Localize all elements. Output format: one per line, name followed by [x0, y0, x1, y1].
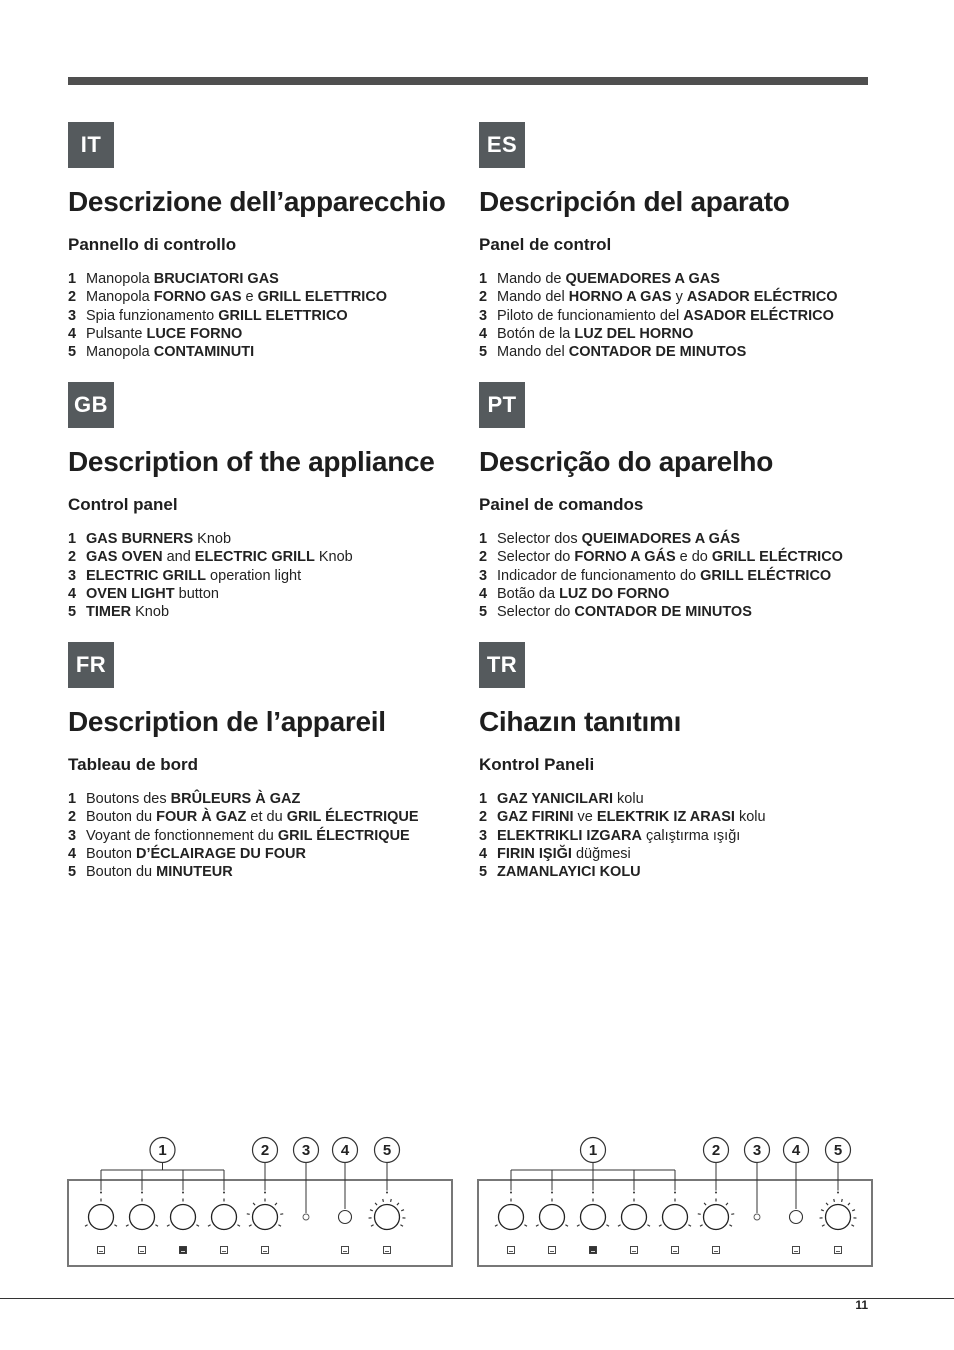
- control-panel-diagram-right: [470, 1130, 880, 1275]
- item-emphasis: GRILL ELETTRICO: [218, 307, 348, 324]
- item-number: 1: [479, 531, 488, 547]
- list-item: [68, 863, 419, 881]
- panel-symbol-icon: [549, 1247, 556, 1254]
- list-item: [68, 343, 387, 361]
- list-item: [479, 863, 766, 881]
- item-number: 3: [479, 827, 488, 844]
- item-text: Botón de la: [497, 325, 575, 342]
- section-fr: [68, 642, 468, 887]
- item-text: Selector do: [497, 604, 575, 621]
- section-title: Description of the appliance: [68, 446, 435, 477]
- knob-tick: [731, 1214, 734, 1215]
- item-emphasis: HORNO A GAS: [568, 289, 672, 306]
- panel-symbol-frame: [221, 1247, 228, 1254]
- item-number: 1: [479, 271, 488, 287]
- item-number: 2: [68, 809, 77, 826]
- item-emphasis: ELEKTRIKLI IZGARA: [497, 827, 642, 844]
- item-number: 4: [68, 585, 77, 602]
- panel-symbol-icon: [139, 1247, 146, 1254]
- panel-symbol-icon: [262, 1247, 269, 1254]
- item-text: Piloto de funcionamiento del: [497, 307, 684, 324]
- knob-body: [171, 1205, 196, 1230]
- section-es: [479, 122, 879, 367]
- item-list: [68, 530, 353, 621]
- control-panel-diagram-left: [60, 1130, 460, 1275]
- knob-marker: [223, 1192, 225, 1194]
- knob-tick: [280, 1214, 283, 1215]
- knob-body: [130, 1205, 155, 1230]
- item-emphasis: GRIL ÉLECTRIQUE: [286, 809, 419, 826]
- list-item: [479, 288, 838, 306]
- item-number: 5: [68, 604, 77, 621]
- panel-symbol-frame: [98, 1247, 105, 1254]
- item-number: 5: [479, 864, 488, 881]
- item-number: 1: [479, 791, 488, 807]
- callout-label: 4: [340, 1142, 350, 1159]
- oven-light-button: [339, 1211, 352, 1224]
- item-number: 3: [479, 567, 488, 584]
- section-title: Descrição do aparelho: [479, 446, 774, 477]
- item-emphasis: ELECTRIC GRILL: [194, 549, 315, 566]
- section-subtitle: Tableau de bord: [68, 755, 199, 774]
- knob-body: [253, 1205, 278, 1230]
- item-number: 2: [479, 809, 488, 826]
- item-list: [479, 270, 838, 361]
- item-emphasis: TIMER: [86, 604, 132, 621]
- callout-2: [253, 1138, 278, 1163]
- item-text: Botão da: [497, 585, 560, 602]
- item-number: 4: [68, 325, 77, 342]
- list-item: [479, 307, 838, 325]
- item-text: Selector do: [497, 549, 575, 566]
- knob-body: [826, 1205, 851, 1230]
- item-text: Manopola: [86, 344, 154, 361]
- list-item: [68, 603, 353, 621]
- item-list: [479, 790, 766, 881]
- item-list: [68, 790, 419, 881]
- section-it: [68, 122, 468, 367]
- item-number: 5: [68, 864, 77, 881]
- callout-label: 3: [301, 1142, 311, 1159]
- item-text: e: [241, 289, 258, 306]
- panel-symbol-icon: [672, 1247, 679, 1254]
- item-number: 1: [68, 531, 77, 547]
- item-emphasis: CONTADOR DE MINUTOS: [568, 344, 747, 361]
- item-text: düğmesi: [571, 845, 631, 862]
- item-list: [479, 530, 843, 621]
- knob-body: [622, 1205, 647, 1230]
- item-text: Selector dos: [497, 531, 582, 547]
- item-text: button: [174, 585, 219, 602]
- item-number: 5: [479, 604, 488, 621]
- knob-marker: [264, 1192, 266, 1194]
- panel-symbol-frame: [835, 1247, 842, 1254]
- section-title: Description de l’appareil: [68, 706, 386, 737]
- list-item: [479, 548, 843, 566]
- item-number: 1: [68, 271, 77, 287]
- callout-label: 5: [382, 1142, 392, 1159]
- item-emphasis: ELECTRIC GRILL: [86, 567, 207, 584]
- panel-symbol-icon: [793, 1247, 800, 1254]
- callout-label: 3: [752, 1142, 762, 1159]
- list-item: [479, 827, 766, 845]
- callout-3: [745, 1138, 770, 1163]
- knob-marker: [182, 1192, 184, 1194]
- section-gb: [68, 382, 468, 627]
- item-text: Indicador de funcionamento do: [497, 567, 701, 584]
- item-number: 2: [479, 549, 488, 566]
- list-item: [479, 790, 766, 808]
- item-emphasis: QUEMADORES A GAS: [565, 271, 720, 287]
- section-subtitle: Control panel: [68, 495, 178, 514]
- list-item: [68, 585, 353, 603]
- item-text: Knob: [131, 604, 170, 621]
- knob-marker: [674, 1192, 676, 1194]
- knob-body: [375, 1205, 400, 1230]
- section-pt: [479, 382, 879, 627]
- list-item: [479, 845, 766, 863]
- item-text: Manopola: [86, 271, 154, 287]
- knob-body: [89, 1205, 114, 1230]
- list-item: [68, 307, 387, 325]
- item-emphasis: FOUR À GAZ: [156, 809, 247, 826]
- item-emphasis: MINUTEUR: [156, 864, 233, 881]
- item-emphasis: LUZ DO FORNO: [559, 585, 670, 602]
- knob-body: [704, 1205, 729, 1230]
- item-number: 2: [68, 289, 77, 306]
- knob-body: [212, 1205, 237, 1230]
- item-emphasis: GRILL ELÉCTRICO: [700, 567, 832, 584]
- panel-symbol-icon: [98, 1247, 105, 1254]
- item-number: 2: [479, 289, 488, 306]
- knob-body: [499, 1205, 524, 1230]
- list-item: [479, 567, 843, 585]
- item-emphasis: GRILL ELÉCTRICO: [711, 549, 843, 566]
- knob-body: [540, 1205, 565, 1230]
- list-item: [68, 270, 387, 288]
- knob-tick: [247, 1214, 250, 1215]
- item-text: Knob: [193, 531, 232, 547]
- item-text: ve: [573, 809, 597, 826]
- item-emphasis: FIRIN IŞIĞI: [497, 845, 572, 862]
- list-item: [68, 808, 419, 826]
- item-text: Bouton du: [86, 864, 157, 881]
- list-item: [68, 845, 419, 863]
- callout-5: [375, 1138, 400, 1163]
- section-title: Cihazın tanıtımı: [479, 706, 682, 737]
- knob-marker: [837, 1192, 839, 1194]
- operation-light: [754, 1214, 760, 1220]
- list-item: [479, 808, 766, 826]
- knob-marker: [551, 1192, 553, 1194]
- knob-tick: [834, 1199, 835, 1202]
- item-number: 5: [479, 344, 488, 361]
- item-emphasis: QUEIMADORES A GÁS: [581, 531, 741, 547]
- item-emphasis: ELEKTRIK IZ ARASI: [596, 809, 735, 826]
- item-emphasis: GAZ YANICILARI: [497, 791, 614, 807]
- knob-tick: [842, 1199, 843, 1202]
- item-number: 3: [68, 567, 77, 584]
- item-emphasis: GRILL ELETTRICO: [257, 289, 388, 306]
- list-item: [68, 790, 419, 808]
- list-item: [479, 585, 843, 603]
- knob-marker: [100, 1192, 102, 1194]
- panel-symbol-frame: [672, 1247, 679, 1254]
- list-item: [68, 530, 353, 548]
- callout-1: [150, 1138, 175, 1163]
- item-emphasis: D’ÉCLAIRAGE DU FOUR: [136, 845, 306, 862]
- item-emphasis: GAS BURNERS: [86, 531, 194, 547]
- callout-label: 5: [833, 1142, 843, 1159]
- panel-symbol-frame: [793, 1247, 800, 1254]
- item-text: Pulsante: [86, 325, 147, 342]
- item-number: 3: [479, 307, 488, 324]
- list-item: [68, 827, 419, 845]
- item-emphasis: GRIL ÉLECTRIQUE: [277, 827, 410, 844]
- list-item: [68, 567, 353, 585]
- section-tr: [479, 642, 879, 887]
- item-number: 3: [68, 827, 77, 844]
- callout-3: [294, 1138, 319, 1163]
- item-text: Manopola: [86, 289, 154, 306]
- item-list: [68, 270, 387, 361]
- item-text: et du: [246, 809, 287, 826]
- panel-symbol-icon: [713, 1247, 720, 1254]
- item-text: operation light: [206, 567, 302, 584]
- panel-symbol-frame: [508, 1247, 515, 1254]
- footer-rule: [0, 1298, 954, 1299]
- item-text: çalıştırma ışığı: [642, 827, 741, 844]
- list-item: [68, 548, 353, 566]
- panel-symbol-frame: [384, 1247, 391, 1254]
- list-item: [479, 603, 843, 621]
- item-text: and: [162, 549, 195, 566]
- panel-symbol-icon: [631, 1247, 638, 1254]
- section-subtitle: Painel de comandos: [479, 495, 644, 514]
- item-text: Mando del: [497, 289, 569, 306]
- item-text: Voyant de fonctionnement du: [86, 827, 278, 844]
- list-item: [68, 288, 387, 306]
- callout-label: 2: [260, 1142, 270, 1159]
- panel-symbol-frame: [713, 1247, 720, 1254]
- item-emphasis: LUCE FORNO: [146, 325, 243, 342]
- language-badge: TR: [479, 642, 525, 688]
- knob-tick: [698, 1214, 701, 1215]
- operation-light: [303, 1214, 309, 1220]
- top-rule: [68, 77, 868, 85]
- panel-symbol-icon: [221, 1247, 228, 1254]
- item-number: 4: [479, 845, 488, 862]
- item-emphasis: ASADOR ELÉCTRICO: [686, 289, 838, 306]
- knob-marker: [633, 1192, 635, 1194]
- knob-marker: [141, 1192, 143, 1194]
- callout-2: [704, 1138, 729, 1163]
- list-item: [68, 325, 387, 343]
- panel-symbol-icon: [342, 1247, 349, 1254]
- knob-marker: [592, 1192, 594, 1194]
- item-emphasis: ZAMANLAYICI KOLU: [497, 864, 641, 881]
- item-text: y: [671, 289, 687, 306]
- panel-symbol-frame: [342, 1247, 349, 1254]
- language-badge: GB: [68, 382, 114, 428]
- item-emphasis: GAS OVEN: [86, 549, 163, 566]
- list-item: [479, 270, 838, 288]
- item-emphasis: FORNO GAS: [153, 289, 242, 306]
- item-text: Spia funzionamento: [86, 307, 219, 324]
- item-text: Bouton: [86, 845, 136, 862]
- panel-symbol-icon: [384, 1247, 391, 1254]
- item-emphasis: CONTAMINUTI: [153, 344, 255, 361]
- item-number: 4: [479, 585, 488, 602]
- item-text: Mando del: [497, 344, 569, 361]
- callout-label: 2: [711, 1142, 721, 1159]
- item-emphasis: ASADOR ELÉCTRICO: [683, 307, 834, 324]
- item-emphasis: FORNO A GÁS: [574, 549, 676, 566]
- language-badge: IT: [68, 122, 114, 168]
- knob-body: [581, 1205, 606, 1230]
- knob-tick: [391, 1199, 392, 1202]
- list-item: [479, 530, 843, 548]
- item-number: 4: [68, 845, 77, 862]
- panel-symbol-frame: [139, 1247, 146, 1254]
- panel-symbol-icon: [590, 1247, 597, 1254]
- item-number: 5: [68, 344, 77, 361]
- language-badge: ES: [479, 122, 525, 168]
- item-text: Mando de: [497, 271, 566, 287]
- section-subtitle: Pannello di controllo: [68, 235, 237, 254]
- section-title: Descrizione dell’apparecchio: [68, 186, 446, 217]
- item-text: Bouton du: [86, 809, 157, 826]
- callout-1: [581, 1138, 606, 1163]
- knob-marker: [510, 1192, 512, 1194]
- page-number: 11: [855, 1298, 868, 1312]
- panel-symbol-frame: [262, 1247, 269, 1254]
- panel-symbol-icon: [508, 1247, 515, 1254]
- item-number: 3: [68, 307, 77, 324]
- panel-symbol-icon: [835, 1247, 842, 1254]
- item-number: 4: [479, 325, 488, 342]
- language-badge: FR: [68, 642, 114, 688]
- oven-light-button: [790, 1211, 803, 1224]
- list-item: [479, 343, 838, 361]
- callout-5: [826, 1138, 851, 1163]
- item-number: 2: [68, 549, 77, 566]
- item-emphasis: LUZ DEL HORNO: [574, 325, 694, 342]
- language-badge: PT: [479, 382, 525, 428]
- panel-symbol-icon: [180, 1247, 187, 1254]
- knob-body: [663, 1205, 688, 1230]
- item-emphasis: CONTADOR DE MINUTOS: [574, 604, 752, 621]
- item-emphasis: BRUCIATORI GAS: [153, 271, 279, 287]
- callout-label: 1: [588, 1142, 598, 1159]
- panel-symbol-frame: [590, 1247, 597, 1254]
- section-title: Descripción del aparato: [479, 186, 790, 217]
- section-subtitle: Panel de control: [479, 235, 612, 254]
- item-text: e do: [675, 549, 712, 566]
- knob-marker: [386, 1192, 388, 1194]
- item-emphasis: OVEN LIGHT: [86, 585, 175, 602]
- knob-marker: [715, 1192, 717, 1194]
- panel-symbol-frame: [549, 1247, 556, 1254]
- item-text: Knob: [314, 549, 353, 566]
- panel-symbol-frame: [180, 1247, 187, 1254]
- item-emphasis: BRÛLEURS À GAZ: [170, 791, 301, 807]
- panel-symbol-frame: [631, 1247, 638, 1254]
- callout-4: [333, 1138, 358, 1163]
- item-text: kolu: [613, 791, 644, 807]
- item-text: kolu: [734, 809, 766, 826]
- callout-label: 4: [791, 1142, 801, 1159]
- item-text: Boutons des: [86, 791, 171, 807]
- item-emphasis: GAZ FIRINI: [497, 809, 574, 826]
- item-number: 1: [68, 791, 77, 807]
- callout-label: 1: [158, 1142, 167, 1159]
- callout-4: [784, 1138, 809, 1163]
- knob-tick: [383, 1199, 384, 1202]
- list-item: [479, 325, 838, 343]
- section-subtitle: Kontrol Paneli: [479, 755, 595, 774]
